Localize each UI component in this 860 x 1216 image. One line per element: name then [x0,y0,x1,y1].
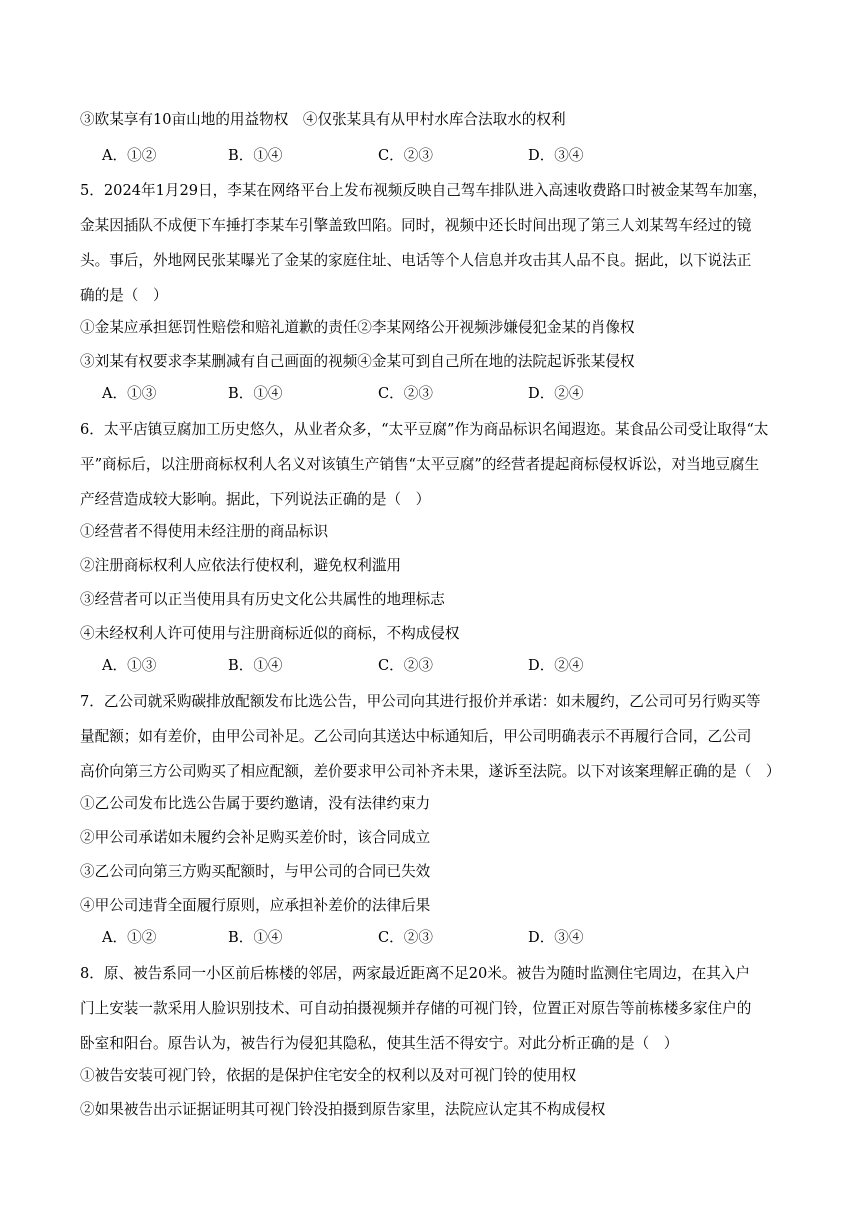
q6-statement: ②注册商标权利人应依法行使权利，避免权利滥用 [80,557,402,574]
q4-option-d[interactable]: D．③④ [528,147,584,164]
q7-option-c[interactable]: C．②③ [378,929,433,946]
q6-statement: ④未经权利人许可使用与注册商标近似的商标，不构成侵权 [80,625,460,642]
q5-stem-line: 头。事后，外地网民张某曝光了金某的家庭住址、电话等个人信息并攻击其人品不良。据此，以下说法正 [80,252,752,269]
q4-statements-line: ③欧某享有10亩山地的用益物权 ④仅张某具有从甲村水库合法取水的权利 [80,111,566,128]
q8-stem-line: 卧室和阳台。原告认为，被告行为侵犯其隐私，使其生活不得安宁。对此分析正确的是（ ） [80,1035,679,1052]
q4-options [102,146,782,166]
q5-option-a[interactable]: A．①③ [102,385,157,402]
q7-stem-line: 7．乙公司就采购碳排放配额发布比选公告，甲公司向其进行报价并承诺：如未履约，乙公司可另行购买等 [80,693,761,710]
q5-option-c[interactable]: C．②③ [378,385,433,402]
q7-statement: ②甲公司承诺如未履约会补足购买差价时，该合同成立 [80,829,431,846]
q5-statement: ③刘某有权要求李某删减有自己画面的视频④金某可到自己所在地的法院起诉张某侵权 [80,353,635,370]
q6-option-a[interactable]: A．①③ [102,657,157,674]
q6-stem-line: 6．太平店镇豆腐加工历史悠久，从业者众多，“太平豆腐”作为商品标识名闻遐迩。某食品公司受让取得“太 [80,421,769,438]
q7-statement: ③乙公司向第三方购买配额时，与甲公司的合同已失效 [80,863,431,880]
q6-option-d[interactable]: D．②④ [528,657,584,674]
q4-option-a[interactable]: A．①② [102,147,157,164]
q8-statement: ②如果被告出示证据证明其可视门铃没拍摄到原告家里，法院应认定其不构成侵权 [80,1101,606,1118]
q5-stem-line: 确的是（ ） [80,287,168,304]
q4-option-b[interactable]: B．①④ [228,147,283,164]
q5-options [102,384,782,404]
q6-option-c[interactable]: C．②③ [378,657,433,674]
q8-stem-line: 门上安装一款采用人脸识别技术、可自动拍摄视频并存储的可视门铃，位置正对原告等前栋楼多家住户的 [80,1000,752,1017]
q7-stem-line: 量配额；如有差价，由甲公司补足。乙公司向其送达中标通知后，甲公司明确表示不再履行合同，乙公司 [80,728,752,745]
q7-stem-line: 高价向第三方公司购买了相应配额，差价要求甲公司补齐未果，遂诉至法院。以下对该案理解正确的是（ ） [80,763,781,780]
q7-statement: ①乙公司发布比选公告属于要约邀请，没有法律约束力 [80,795,431,812]
q7-option-d[interactable]: D．③④ [528,929,584,946]
q5-option-d[interactable]: D．②④ [528,385,584,402]
q7-option-a[interactable]: A．①② [102,929,157,946]
q8-stem-line: 8．原、被告系同一小区前后栋楼的邻居，两家最近距离不足20米。被告为随时监测住宅周边，在其入户 [80,965,750,982]
q6-statement: ①经营者不得使用未经注册的商品标识 [80,523,329,540]
q7-options [102,928,782,948]
q7-option-b[interactable]: B．①④ [228,929,283,946]
q5-statement: ①金某应承担惩罚性赔偿和赔礼道歉的责任②李某网络公开视频涉嫌侵犯金某的肖像权 [80,319,635,336]
q6-option-b[interactable]: B．①④ [228,657,283,674]
q6-options [102,656,782,676]
q5-option-b[interactable]: B．①④ [228,385,283,402]
q6-statement: ③经营者可以正当使用具有历史文化公共属性的地理标志 [80,591,445,608]
q5-stem-line: 金某因插队不成便下车捶打李某车引擎盖致凹陷。同时，视频中还长时间出现了第三人刘某驾车经过的镜 [80,217,752,234]
q6-stem-line: 平”商标后，以注册商标权利人名义对该镇生产销售“太平豆腐”的经营者提起商标侵权诉讼，对当地豆腐生 [80,456,760,473]
q4-option-c[interactable]: C．②③ [378,147,433,164]
q8-statement: ①被告安装可视门铃，依据的是保护住宅安全的权利以及对可视门铃的使用权 [80,1067,577,1084]
q6-stem-line: 产经营造成较大影响。据此，下列说法正确的是（ ） [80,491,431,508]
q7-statement: ④甲公司违背全面履行原则，应承担补差价的法律后果 [80,897,431,914]
q5-stem-line: 5．2024年1月29日，李某在网络平台上发布视频反映自己驾车排队进入高速收费路口时被金某驾车加塞， [80,182,768,199]
